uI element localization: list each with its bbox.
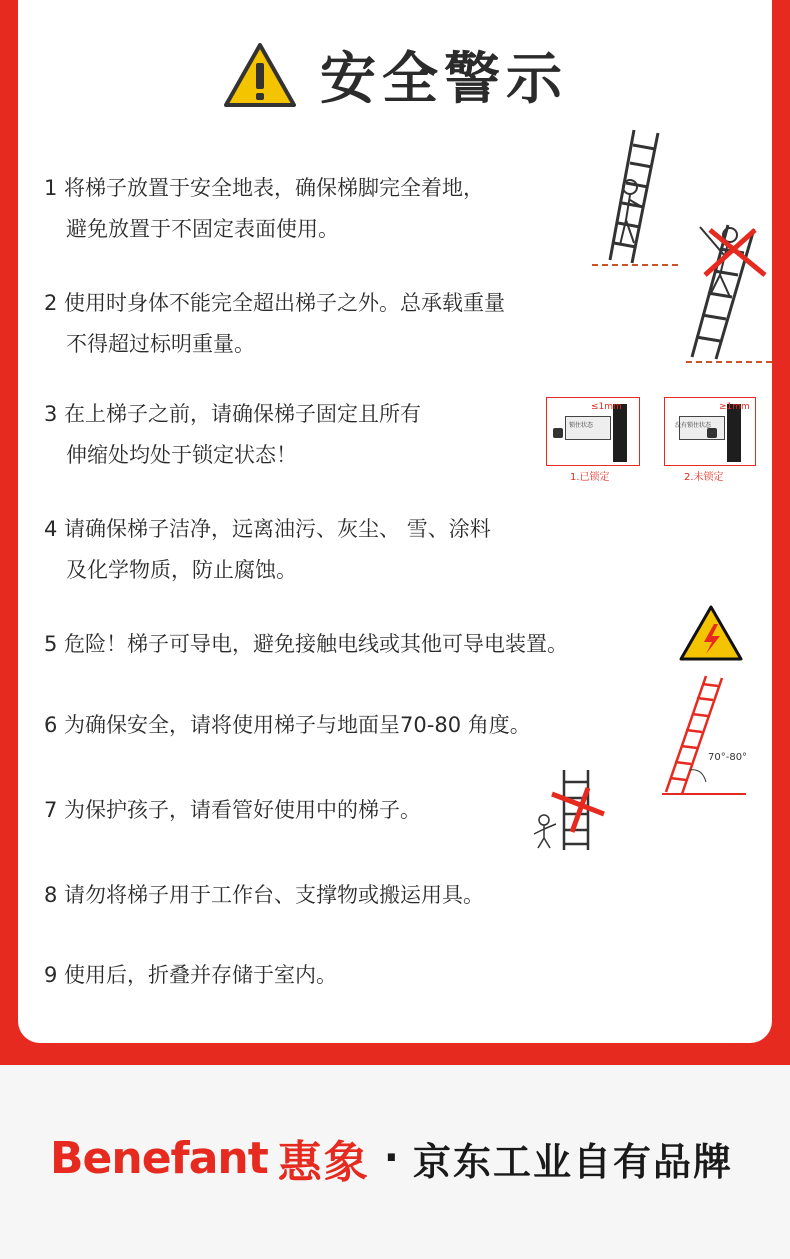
locked-diagram [546,397,640,466]
child-ladder-illustration [526,768,608,852]
list-item [44,394,421,476]
item-line: 3 在上梯子之前，请确保梯子固定且所有 [44,402,422,426]
locked-measure: ≤1mm [591,402,622,412]
unlocked-measure: ≥1mm [719,402,750,412]
item-line: 及化学物质，防止腐蚀。 [66,558,297,582]
list-item [44,509,491,591]
safety-card [18,0,772,1043]
brand-tagline: 京东工业自有品牌 [412,1139,733,1184]
brand-footer [50,1128,733,1188]
unlocked-diagram [664,397,756,466]
unlocked-label: 没有锁住状态 [675,422,712,429]
ladder-footing-illustration [570,125,780,365]
locked-label: 锁住状态 [569,422,594,429]
item-line: 7 为保护孩子，请看管好使用中的梯子。 [44,798,422,822]
electric-hazard-icon [678,604,744,662]
item-line: 4 请确保梯子洁净，远离油污、灰尘、 雪、涂料 [44,517,491,541]
list-item [44,955,337,996]
brand-logo-chinese: 惠象 [277,1137,370,1188]
item-line: 6 为确保安全，请将使用梯子与地面呈70-80 角度。 [44,713,531,737]
item-line: 9 使用后，折叠并存储于室内。 [44,963,338,987]
page-title: 安全警示 [320,47,568,112]
list-item [44,283,505,365]
list-item [44,624,568,665]
list-item [44,168,484,250]
list-item [44,705,531,746]
list-item [44,875,484,916]
ladder-angle-illustration [658,672,750,800]
item-line: 2 使用时身体不能完全超出梯子之外。总承载重量 [44,291,506,315]
item-line: 伸缩处均处于锁定状态！ [66,443,297,467]
brand-separator: · [383,1135,399,1181]
item-line: 不得超过标明重量。 [66,332,255,356]
brand-logo-latin: Benefant [50,1132,268,1184]
header [18,30,772,120]
item-line: 5 危险！梯子可导电，避免接触电线或其他可导电装置。 [44,632,569,656]
angle-label: 70°-80° [708,752,748,763]
locked-caption: 1.已锁定 [570,472,610,483]
item-line: 避免放置于不固定表面使用。 [66,217,339,241]
warning-triangle-icon [222,41,298,109]
item-line: 1 将梯子放置于安全地表，确保梯脚完全着地， [44,176,485,200]
unlocked-caption: 2.未锁定 [684,472,724,483]
list-item [44,790,421,831]
item-line: 8 请勿将梯子用于工作台、支撑物或搬运用具。 [44,883,485,907]
